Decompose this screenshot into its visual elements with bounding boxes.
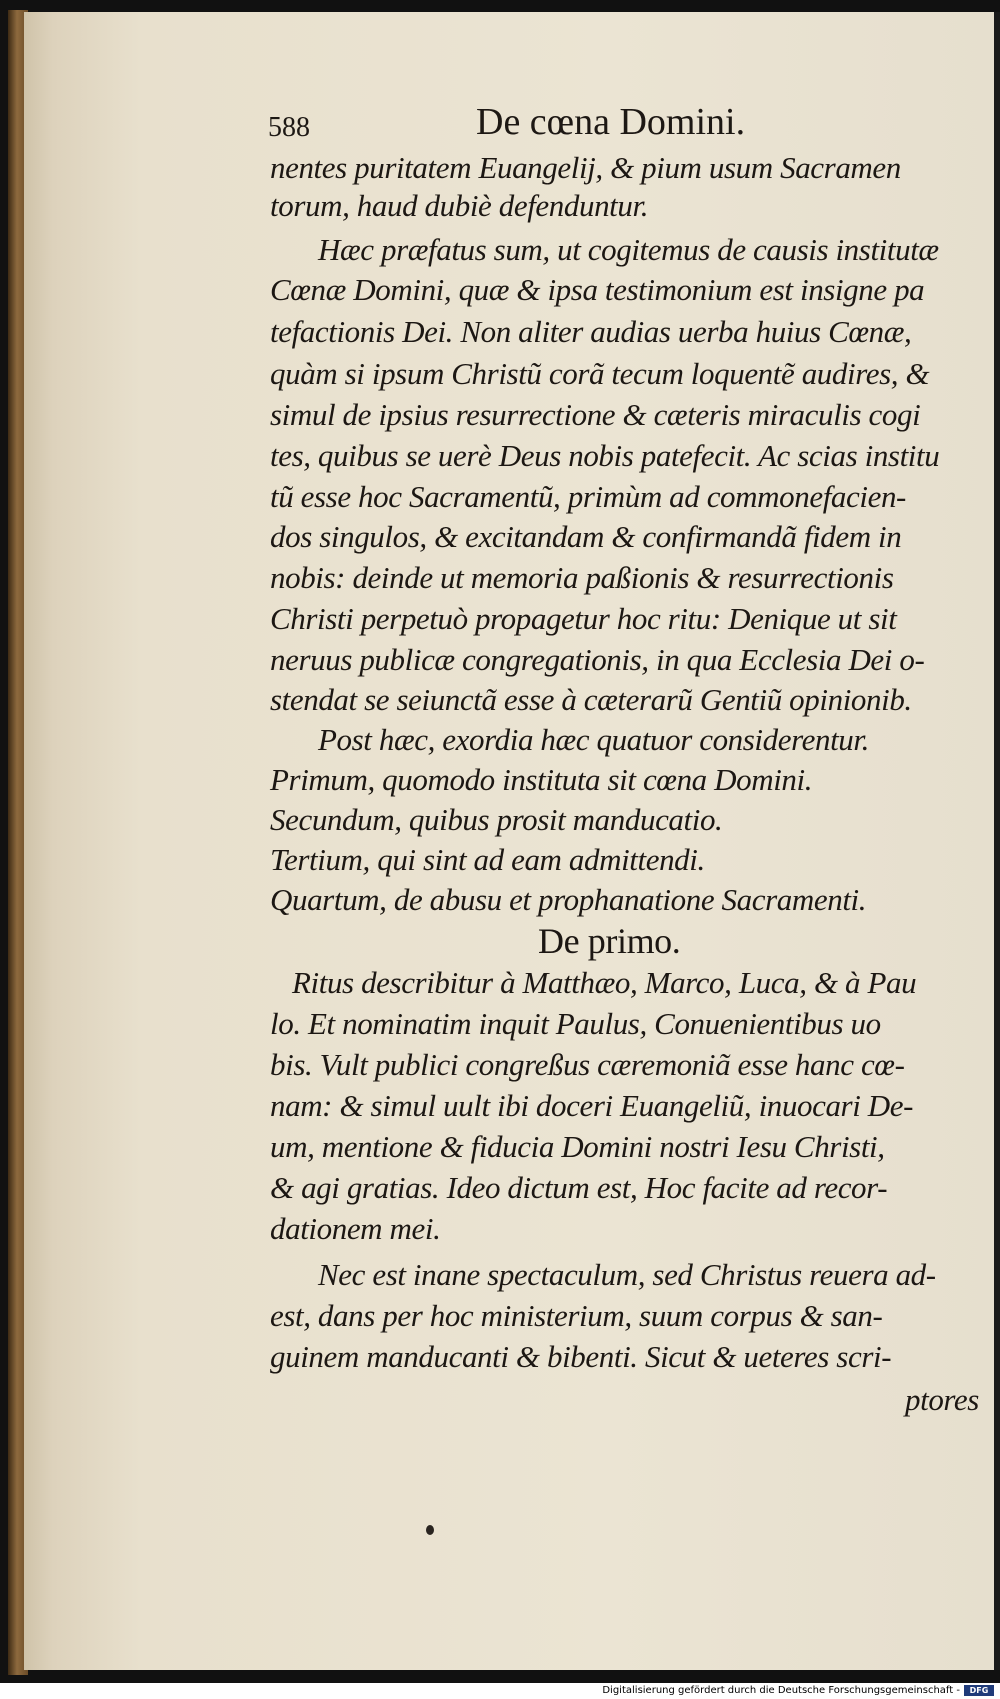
text-line: stendat se seiunctã esse à cæterarũ Gentiũ opinionib.	[270, 682, 912, 717]
text-line: Quartum, de abusu et prophanatione Sacramenti.	[270, 882, 867, 917]
section-heading: De primo.	[538, 921, 681, 961]
funding-notice: Digitalisierung gefördert durch die Deutsche Forschungsgemeinschaft -	[602, 1685, 960, 1696]
text-line: & agi gratias. Ideo dictum est, Hoc facite ad recor-	[270, 1170, 888, 1205]
ink-dot	[426, 1525, 434, 1535]
text-line: Ritus describitur à Matthæo, Marco, Luca, & à Pau	[292, 965, 917, 1000]
text-line: quàm si ipsum Christũ corã tecum loquentẽ audires, &	[270, 356, 930, 391]
text-line: Secundum, quibus prosit manducatio.	[270, 802, 723, 837]
text-line: dationem mei.	[270, 1211, 441, 1246]
text-line: dos singulos, & excitandam & confirmandã fidem in	[270, 519, 902, 554]
text-line: guinem manducanti & bibenti. Sicut & ueteres scri-	[270, 1339, 892, 1374]
dfg-logo: DFG	[964, 1685, 994, 1696]
text-line: Christi perpetuò propagetur hoc ritu: Denique ut sit	[270, 601, 897, 636]
text-line: um, mentione & fiducia Domini nostri Iesu Christi,	[270, 1129, 885, 1164]
text-line: torum, haud dubiè defenduntur.	[270, 188, 649, 223]
text-line: nentes puritatem Euangelij, & pium usum Sacramen	[270, 150, 901, 185]
text-line: tefactionis Dei. Non aliter audias uerba huius Cœnæ,	[270, 314, 912, 349]
scan-shadow	[994, 12, 1000, 1670]
text-line: simul de ipsius resurrectione & cæteris miraculis cogi	[270, 397, 921, 432]
text-line: Post hæc, exordia hæc quatuor considerentur.	[318, 722, 869, 757]
text-line: Nec est inane spectaculum, sed Christus reuera ad-	[318, 1257, 936, 1292]
digitization-footer	[0, 1683, 1000, 1699]
text-line: Tertium, qui sint ad eam admittendi.	[270, 842, 705, 877]
text-line: nam: & simul uult ibi doceri Euangeliũ, inuocari De-	[270, 1088, 914, 1123]
text-line: tes, quibus se uerè Deus nobis patefecit. Ac scias institu	[270, 438, 940, 473]
text-line: lo. Et nominatim inquit Paulus, Conuenientibus uo	[270, 1006, 881, 1041]
text-line: Hæc præfatus sum, ut cogitemus de causis institutæ	[318, 232, 939, 267]
text-line: Cœnæ Domini, quæ & ipsa testimonium est insigne pa	[270, 272, 925, 307]
text-line: tũ esse hoc Sacramentũ, primùm ad commonefacien-	[270, 479, 906, 514]
text-line: nobis: deinde ut memoria paßionis & resurrectionis	[270, 560, 894, 595]
text-line: neruus publicæ congregationis, in qua Ecclesia Dei o-	[270, 642, 925, 677]
text-line: bis. Vult publici congreßus cæremoniã esse hanc cœ-	[270, 1047, 905, 1082]
text-line: Primum, quomodo instituta sit cœna Domini.	[270, 762, 813, 797]
catchword: ptores	[905, 1382, 979, 1417]
running-head: De cœna Domini.	[476, 101, 746, 143]
text-line: est, dans per hoc ministerium, suum corpus & san-	[270, 1298, 883, 1333]
page-number: 588	[268, 112, 310, 143]
